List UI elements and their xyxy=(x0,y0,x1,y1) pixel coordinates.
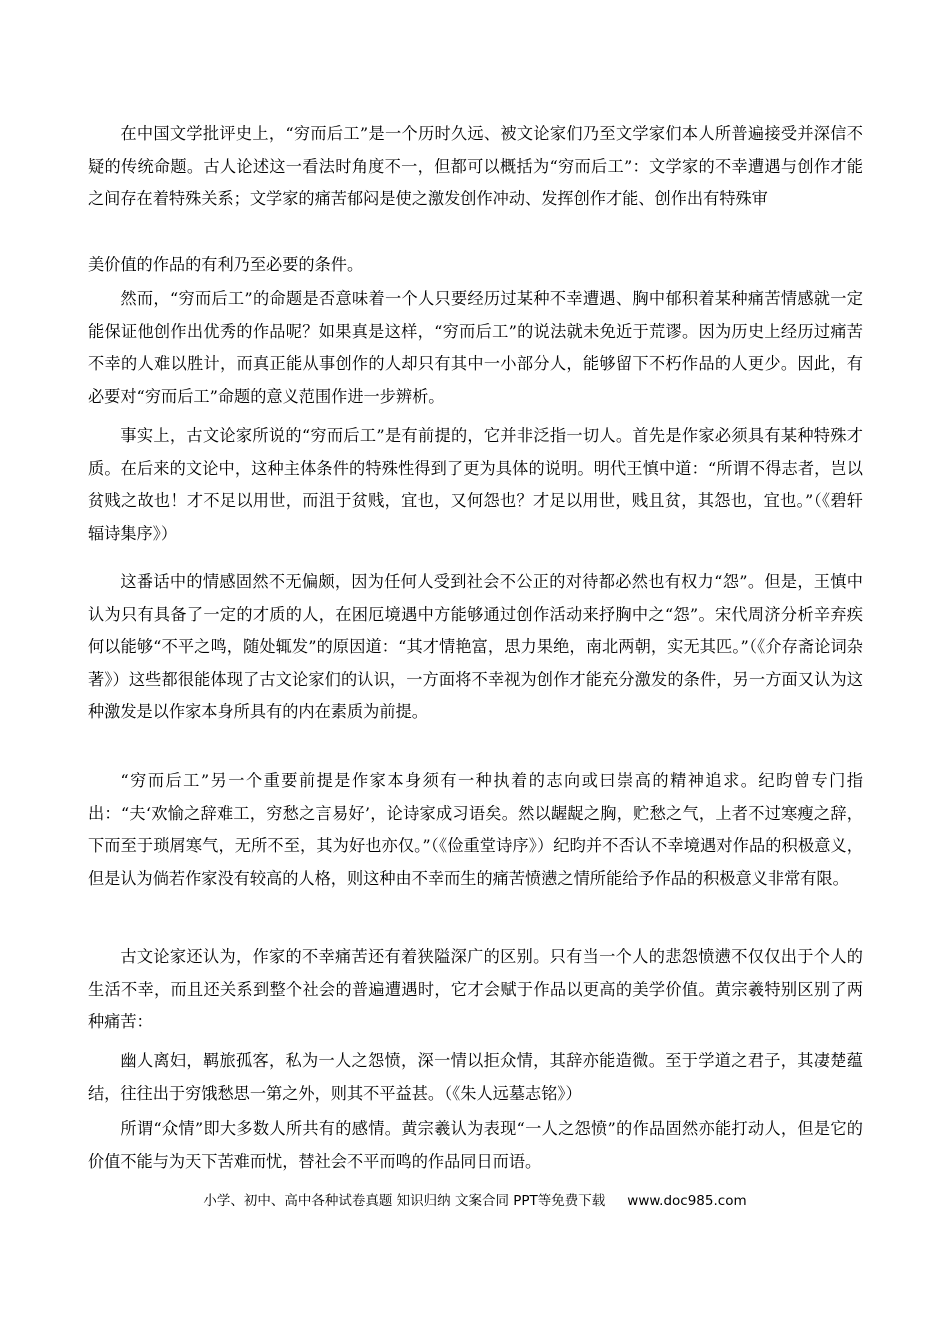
page-footer xyxy=(0,1189,950,1209)
paragraph-1a: 在中国文学批评史上，“穷而后工”是一个历时久远、被文论家们乃至文学家们本人所普遍接受并深信不疑的传统命题。古人论述这一看法时角度不一，但都可以概括为“穷而后工”：文学家的不幸遭遇与创作才能之间存在着特殊关系；文学家的痛苦郁闷是使之激发创作冲动、发挥创作才能、创作出有特殊审 xyxy=(88,124,863,208)
footer-site-link[interactable]: www.doc985.com xyxy=(627,1193,747,1209)
paragraph-5: “穷而后工”另一个重要前提是作家本身须有一种执着的志向或曰崇高的精神追求。纪昀曾专门指出：“夫‘欢愉之辞难工，穷愁之言易好’，论诗家成习语矣。然以龌龊之胸，贮愁之气，上者不过寒瘦之辞，下而至于琐屑寒气，无所不至，其为好也亦仅。”（《俭重堂诗序》）纪昀并不否认不幸境遇对作品的积极意义，但是认为倘若作家没有较高的人格，则这种由不幸而生的痛苦愤懑之情所能给予作品的积极意义非常有限。 xyxy=(88,771,863,888)
paragraph-7-quote: 幽人离妇，羁旅孤客，私为一人之怨愤，深一情以拒众情，其辞亦能造微。至于学道之君子，其凄楚蕴结，往往出于穷饿愁思一第之外，则其不平益甚。（《朱人远墓志铭》） xyxy=(88,1051,863,1103)
paragraph-4: 这番话中的情感固然不无偏颇，因为任何人受到社会不公正的对待都必然也有权力“怨”。但是，王慎中认为只有具备了一定的才质的人，在困厄境遇中方能够通过创作活动来抒胸中之“怨”。宋代周济分析辛弃疾何以能够“不平之鸣，随处辄发”的原因道：“其才情艳富，思力果绝，南北两朝，实无其匹。”（《介存斋论词杂著》）这些都很能体现了古文论家们的认识，一方面将不幸视为创作才能充分激发的条件，另一方面又认为这种激发是以作家本身所具有的内在素质为前提。 xyxy=(88,572,863,721)
paragraph-6: 古文论家还认为，作家的不幸痛苦还有着狭隘深广的区别。只有当一个人的悲怨愤懑不仅仅出于个人的生活不幸，而且还关系到整个社会的普遍遭遇时，它才会赋于作品以更高的美学价值。黄宗羲特别区别了两种痛苦： xyxy=(88,947,863,1031)
paragraph-8: 所谓“众情”即大多数人所共有的感情。黄宗羲认为表现“一人之怨愤”的作品固然亦能打动人，但是它的价值不能与为天下苦难而忧，替社会不平而鸣的作品同日而语。 xyxy=(88,1119,863,1171)
paragraph-2: 然而，“穷而后工”的命题是否意味着一个人只要经历过某种不幸遭遇、胸中郁积着某种痛苦情感就一定能保证他创作出优秀的作品呢？如果真是这样，“穷而后工”的说法就未免近于荒谬。因为历史上经历过痛苦不幸的人难以胜计，而真正能从事创作的人却只有其中一小部分人，能够留下不朽作品的人更少。因此，有必要对“穷而后工”命题的意义范围作进一步辨析。 xyxy=(88,289,863,406)
footer-text: 小学、初中、高中各种试卷真题 知识归纳 文案合同 PPT等免费下载 xyxy=(203,1193,606,1209)
paragraph-1b: 美价值的作品的有利乃至必要的条件。 xyxy=(88,255,364,274)
paragraph-3: 事实上，古文论家所说的“穷而后工”是有前提的，它并非泛指一切人。首先是作家必须具有某种特殊才质。在后来的文论中，这种主体条件的特殊性得到了更为具体的说明。明代王慎中道：“所谓不得志者，岂以贫贱之故也！才不足以用世，而沮于贫贱，宜也，又何怨也？才足以用世，贱且贫，其怨也，宜也。”（《碧轩辐诗集序》） xyxy=(88,426,863,543)
